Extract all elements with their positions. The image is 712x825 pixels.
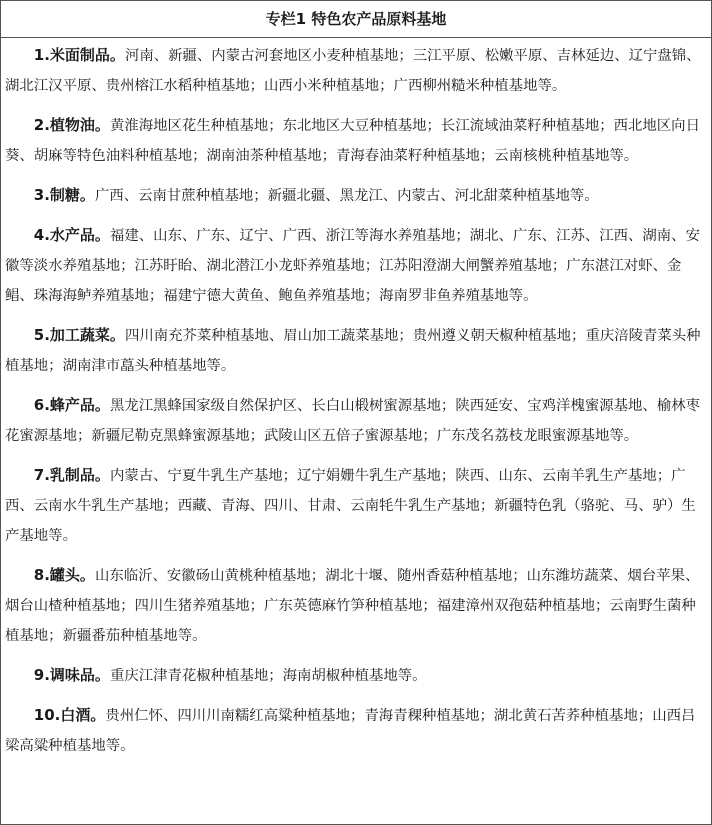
paragraph-item: [5, 460, 707, 551]
box-title: 专栏1 特色农产品原料基地: [1, 1, 711, 38]
item-heading: 3.制糖。: [33, 186, 95, 204]
item-heading: 6.蜂产品。: [33, 396, 110, 414]
item-body: 内蒙古、宁夏牛乳生产基地；辽宁娟姗牛乳生产基地；陕西、山东、云南羊乳生产基地；广西、云南水牛乳生产基地；西藏、青海、四川、甘肃、云南牦牛乳生产基地；新疆特色乳（骆驼、马、驴）生产基地等。: [5, 468, 696, 544]
item-heading: 1.米面制品。: [33, 46, 125, 64]
item-heading: 9.调味品。: [33, 666, 110, 684]
item-body: 广西、云南甘蔗种植基地；新疆北疆、黑龙江、内蒙古、河北甜菜种植基地等。: [94, 188, 599, 204]
item-body: 山东临沂、安徽砀山黄桃种植基地；湖北十堰、随州香菇种植基地；山东潍坊蔬菜、烟台苹果、烟台山楂种植基地；四川生猪养殖基地；广东英德麻竹笋种植基地；福建漳州双孢菇种植基地；云南野生菌种植基地；新疆番茄种植基地等。: [5, 568, 700, 644]
item-body: 河南、新疆、内蒙古河套地区小麦种植基地；三江平原、松嫩平原、吉林延边、辽宁盘锦、湖北江汉平原、贵州榕江水稻种植基地；山西小米种植基地；广西柳州糙米种植基地等。: [5, 48, 701, 94]
item-heading: 7.乳制品。: [33, 466, 110, 484]
paragraph-item: [5, 390, 707, 451]
paragraph-item: [5, 110, 707, 171]
item-body: 贵州仁怀、四川川南糯红高粱种植基地；青海青稞种植基地；湖北黄石苦荞种植基地；山西吕梁高粱种植基地等。: [5, 708, 696, 754]
item-body: 四川南充芥菜种植基地、眉山加工蔬菜基地；贵州遵义朝天椒种植基地；重庆涪陵青菜头种植基地；湖南津市藠头种植基地等。: [5, 328, 701, 374]
item-heading: 5.加工蔬菜。: [33, 326, 125, 344]
paragraph-item: [5, 320, 707, 381]
item-heading: 2.植物油。: [33, 116, 110, 134]
item-heading: 10.白酒。: [33, 706, 106, 724]
item-body: 福建、山东、广东、辽宁、广西、浙江等海水养殖基地；湖北、广东、江苏、江西、湖南、安徽等淡水养殖基地；江苏盱眙、湖北潜江小龙虾养殖基地；江苏阳澄湖大闸蟹养殖基地；广东湛江对虾、金鲳、珠海海鲈养殖基地；福建宁德大黄鱼、鲍鱼养殖基地；海南罗非鱼养殖基地等。: [5, 228, 700, 304]
paragraph-item: [5, 660, 707, 691]
paragraph-item: [5, 700, 707, 761]
item-body: 黄淮海地区花生种植基地；东北地区大豆种植基地；长江流域油菜籽种植基地；西北地区向日葵、胡麻等特色油料种植基地；湖南油茶种植基地；青海春油菜籽种植基地；云南核桃种植基地等。: [5, 118, 700, 164]
item-heading: 4.水产品。: [33, 226, 110, 244]
paragraph-item: [5, 180, 707, 211]
paragraph-item: [5, 40, 707, 101]
item-body: 黑龙江黑蜂国家级自然保护区、长白山椴树蜜源基地；陕西延安、宝鸡洋槐蜜源基地、榆林枣花蜜源基地；新疆尼勒克黑蜂蜜源基地；武陵山区五倍子蜜源基地；广东茂名荔枝龙眼蜜源基地等。: [5, 398, 700, 444]
item-heading: 8.罐头。: [33, 566, 95, 584]
paragraph-item: [5, 560, 707, 651]
paragraph-item: [5, 220, 707, 311]
box-content: [1, 38, 711, 761]
item-body: 重庆江津青花椒种植基地；海南胡椒种植基地等。: [109, 668, 427, 684]
